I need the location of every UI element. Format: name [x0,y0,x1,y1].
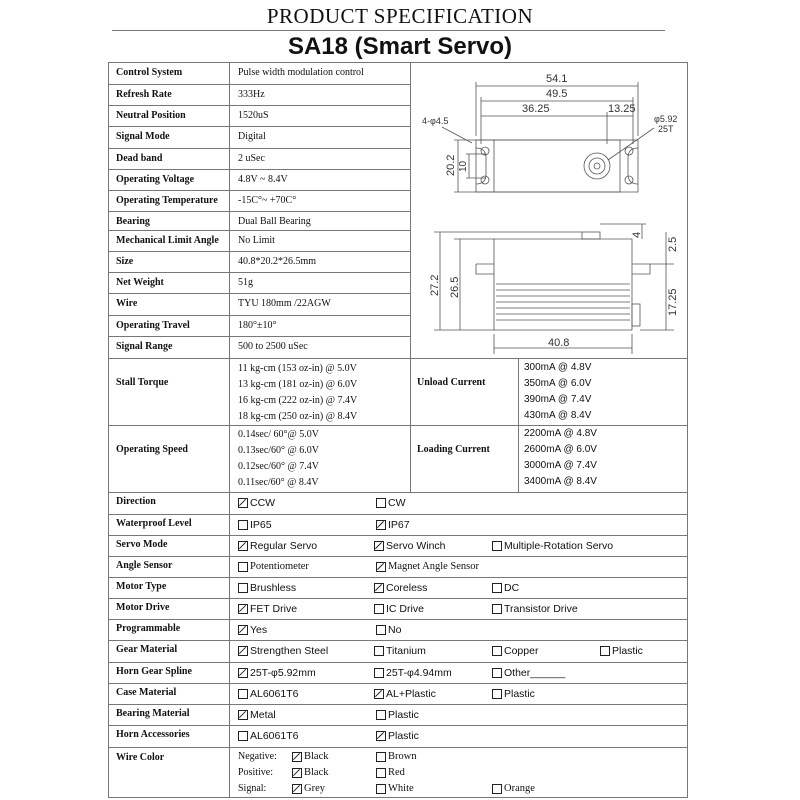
spec-label: Operating Voltage [116,174,195,185]
option-checkbox[interactable] [238,645,328,657]
unchecked-box-icon [492,784,502,794]
wire-row-prefix: Negative: [238,751,277,762]
option-label: Direction [116,496,156,507]
spec-value: TYU 180mm /22AGW [238,298,331,309]
wire-color-checkbox[interactable] [292,767,329,778]
loading-current-label: Loading Current [417,444,490,455]
checked-box-icon [292,768,302,778]
option-text: Coreless [386,582,428,594]
option-checkbox[interactable] [374,645,426,657]
loading-current-value: 3400mA @ 8.4V [524,476,597,487]
table-border-left [108,62,109,798]
unchecked-box-icon [376,784,386,794]
option-checkbox[interactable] [374,667,452,679]
dim-left-to-shaft: 36.25 [522,103,550,115]
option-label: Angle Sensor [116,560,173,571]
row-line [108,315,410,316]
unchecked-box-icon [492,604,502,614]
title-rule [112,30,665,31]
spec-sheet [108,62,688,798]
row-line [108,425,688,426]
option-checkbox[interactable] [238,540,317,552]
spec-value: Pulse width modulation control [238,67,364,78]
option-text: Servo Winch [386,540,446,552]
option-label: Waterproof Level [116,518,192,529]
spec-label: Neutral Position [116,110,186,121]
option-text: Brown [388,751,417,762]
checked-box-icon [238,710,248,720]
checked-box-icon [376,731,386,741]
checked-box-icon [238,625,248,635]
checked-box-icon [238,646,248,656]
unchecked-box-icon [376,710,386,720]
option-checkbox[interactable] [374,582,427,594]
operating-speed-value: 0.11sec/60° @ 8.4V [238,477,319,488]
unchecked-box-icon [492,583,502,593]
option-label: Case Material [116,687,177,698]
unchecked-box-icon [374,604,384,614]
spec-value: 500 to 2500 uSec [238,341,308,352]
spec-value: 40.8*20.2*26.5mm [238,256,317,267]
unchecked-box-icon [238,520,248,530]
option-text: CCW [250,497,276,509]
option-checkbox[interactable] [238,667,316,679]
option-text: Grey [304,783,325,794]
option-text: 25T-φ5.92mm [250,667,316,679]
option-checkbox[interactable] [376,561,479,572]
loading-current-value: 3000mA @ 7.4V [524,460,597,471]
spec-value: 1520uS [238,110,269,121]
dim-tab-width: 10 [458,160,469,172]
unchecked-box-icon [238,562,248,572]
row-line [108,514,688,515]
model-name: SA18 (Smart Servo) [287,33,513,60]
wire-row-prefix: Signal: [238,783,267,794]
unload-current-value: 300mA @ 4.8V [524,362,592,373]
row-line [108,640,688,641]
dim-hole-spacing: 49.5 [546,88,568,100]
checked-box-icon [376,562,386,572]
wire-color-checkbox[interactable] [292,751,329,762]
dim-spline-dia: φ5.92 [654,114,678,124]
unload-current-value: 350mA @ 6.0V [524,378,592,389]
option-text: Red [388,767,405,778]
wire-color-checkbox[interactable] [376,767,405,778]
dim-total-height: 27.2 [429,274,441,296]
option-text: CW [388,497,406,509]
table-border-bottom [108,797,688,798]
spec-label: Signal Mode [116,131,170,142]
option-checkbox[interactable] [374,540,446,552]
row-line [108,535,688,536]
spec-label: Mechanical Limit Angle [116,235,219,246]
spec-column-divider [410,62,411,358]
option-text: FET Drive [250,603,298,615]
row-line [108,105,410,106]
option-text: Titanium [386,645,426,657]
unchecked-box-icon [492,689,502,699]
unload-current-label: Unload Current [417,377,486,388]
spec-label: Control System [116,67,183,78]
row-line [108,126,410,127]
checked-box-icon [238,604,248,614]
option-checkbox[interactable] [600,645,643,657]
document-title: PRODUCT SPECIFICATION [266,4,534,28]
unchecked-box-icon [374,668,384,678]
stall-torque-value: 13 kg-cm (181 oz-in) @ 6.0V [238,379,358,390]
checked-box-icon [374,583,384,593]
spec-value: Dual Ball Bearing [238,216,311,227]
checked-box-icon [374,689,384,699]
option-label: Motor Type [116,581,167,592]
spec-label: Size [116,256,134,267]
unchecked-box-icon [492,646,502,656]
unchecked-box-icon [238,689,248,699]
option-checkbox[interactable] [376,519,410,531]
option-text: IP65 [250,519,272,531]
spec-value: 180°±10° [238,320,277,331]
option-checkbox[interactable] [492,603,578,615]
operating-speed-value: 0.14sec/ 60°@ 5.0V [238,429,319,440]
option-text: Transistor Drive [504,603,578,615]
option-text: Plastic [504,688,535,700]
unchecked-box-icon [238,583,248,593]
dim-body-length: 40.8 [548,337,570,349]
option-text: AL6061T6 [250,688,299,700]
option-text: IP67 [388,519,410,531]
option-label: Gear Material [116,644,178,655]
checked-box-icon [292,752,302,762]
option-checkbox[interactable] [238,497,275,509]
unchecked-box-icon [492,541,502,551]
option-checkbox[interactable] [238,582,296,594]
option-text: Strengthen Steel [250,645,329,657]
row-line [108,492,688,493]
spec-label: Operating Travel [116,320,190,331]
spec-label: Wire [116,298,138,309]
spec-value: No Limit [238,235,275,246]
option-text: DC [504,582,520,594]
option-checkbox[interactable] [238,709,276,721]
spec-value: 4.8V ~ 8.4V [238,174,288,185]
option-checkbox[interactable] [374,688,436,700]
wire-color-label: Wire Color [116,752,165,763]
row-line [108,619,688,620]
operating-speed-value: 0.13sec/60° @ 6.0V [238,445,319,456]
option-checkbox[interactable] [374,603,424,615]
option-text: Brushless [250,582,297,594]
row-line [108,336,410,337]
label-column-divider [229,62,230,798]
row-line [108,190,410,191]
unchecked-box-icon [376,498,386,508]
row-line [108,556,688,557]
wire-color-checkbox[interactable] [292,783,325,794]
option-text: Metal [250,709,276,721]
option-checkbox[interactable] [238,519,272,531]
option-text: Plastic [612,645,643,657]
option-text: AL+Plastic [386,688,436,700]
option-checkbox[interactable] [492,667,565,679]
dim-overall-width: 54.1 [546,73,568,85]
dim-spline-teeth: 25T [658,124,674,134]
row-line [108,577,688,578]
spec-value: 333Hz [238,89,265,100]
dim-tab-to-bottom: 17.25 [667,288,679,316]
option-label: Horn Accessories [116,729,190,740]
stall-torque-value: 16 kg-cm (222 oz-in) @ 7.4V [238,395,358,406]
row-line [108,230,410,231]
option-text: Other______ [504,667,566,679]
operating-speed-label: Operating Speed [116,444,188,455]
unchecked-box-icon [376,752,386,762]
spec-label: Operating Temperature [116,195,218,206]
option-text: Orange [504,783,535,794]
row-line [108,293,410,294]
option-checkbox[interactable] [238,561,309,572]
option-checkbox[interactable] [492,645,538,657]
stall-torque-label: Stall Torque [116,377,169,388]
row-line [108,683,688,684]
row-line [108,598,688,599]
wire-color-checkbox[interactable] [492,783,535,794]
option-text: AL6061T6 [250,730,299,742]
option-checkbox[interactable] [238,688,298,700]
spec-label: Bearing [116,216,150,227]
spec-value: 2 uSec [238,153,265,164]
row-line [108,251,410,252]
loading-current-value: 2200mA @ 4.8V [524,428,597,439]
spec-label: Refresh Rate [116,89,172,100]
dim-width: 20.2 [445,154,457,176]
option-text: Plastic [388,709,419,721]
option-checkbox[interactable] [492,688,535,700]
checked-box-icon [292,784,302,794]
option-text: Magnet Angle Sensor [388,561,479,572]
dim-shaft-height: 4 [631,231,643,238]
row-line [108,704,688,705]
row-line [108,725,688,726]
option-label: Programmable [116,623,181,634]
stall-torque-value: 18 kg-cm (250 oz-in) @ 8.4V [238,411,358,422]
unchecked-box-icon [492,668,502,678]
option-text: Black [304,767,329,778]
unload-current-value: 430mA @ 8.4V [524,410,592,421]
spec-value: 51g [238,277,253,288]
option-checkbox[interactable] [376,624,401,636]
loading-current-value: 2600mA @ 6.0V [524,444,597,455]
unchecked-box-icon [238,731,248,741]
spec-label: Signal Range [116,341,173,352]
wire-color-checkbox[interactable] [376,751,417,762]
row-line [108,662,688,663]
option-checkbox[interactable] [492,582,519,594]
dim-body-height: 26.5 [449,276,461,298]
option-text: No [388,624,402,636]
option-checkbox[interactable] [376,497,406,509]
checked-box-icon [238,541,248,551]
option-label: Servo Mode [116,539,168,550]
option-text: Plastic [388,730,419,742]
option-checkbox[interactable] [376,730,419,742]
unchecked-box-icon [376,625,386,635]
wire-color-checkbox[interactable] [376,783,414,794]
row-line [108,358,688,359]
checked-box-icon [374,541,384,551]
checked-box-icon [238,498,248,508]
spec-value: Digital [238,131,266,142]
spec-label: Dead band [116,153,163,164]
option-text: Copper [504,645,539,657]
option-text: White [388,783,414,794]
table-border-top [108,62,688,63]
option-text: Yes [250,624,268,636]
row-line [108,169,410,170]
wire-row-prefix: Positive: [238,767,274,778]
option-label: Motor Drive [116,602,170,613]
dim-mount-holes: 4-φ4.5 [422,116,449,126]
operating-speed-value: 0.12sec/60° @ 7.4V [238,461,319,472]
row-line [108,747,688,748]
option-text: 25T-φ4.94mm [386,667,452,679]
table-border-right [687,62,688,798]
option-label: Bearing Material [116,708,190,719]
checked-box-icon [376,520,386,530]
servo-dimension-drawing [414,64,684,354]
unchecked-box-icon [600,646,610,656]
option-text: Regular Servo [250,540,318,552]
unload-current-value: 390mA @ 7.4V [524,394,592,405]
option-label: Horn Gear Spline [116,666,192,677]
option-checkbox[interactable] [238,624,267,636]
unchecked-box-icon [376,768,386,778]
stall-torque-value: 11 kg-cm (153 oz-in) @ 5.0V [238,363,357,374]
row-line [108,84,410,85]
dim-tab-top: 2.5 [667,236,679,252]
unchecked-box-icon [374,646,384,656]
option-text: IC Drive [386,603,424,615]
option-text: Potentiometer [250,561,309,572]
checked-box-icon [238,668,248,678]
option-checkbox[interactable] [376,709,419,721]
row-line [108,211,410,212]
option-checkbox[interactable] [238,603,297,615]
option-checkbox[interactable] [238,730,298,742]
option-checkbox[interactable] [492,540,613,552]
row-line [108,148,410,149]
option-text: Black [304,751,329,762]
option-text: Multiple-Rotation Servo [504,540,614,552]
row-line [108,272,410,273]
spec-value: -15C°~ +70C° [238,195,297,206]
dim-shaft-to-right: 13.25 [608,103,636,115]
spec-label: Net Weight [116,277,164,288]
